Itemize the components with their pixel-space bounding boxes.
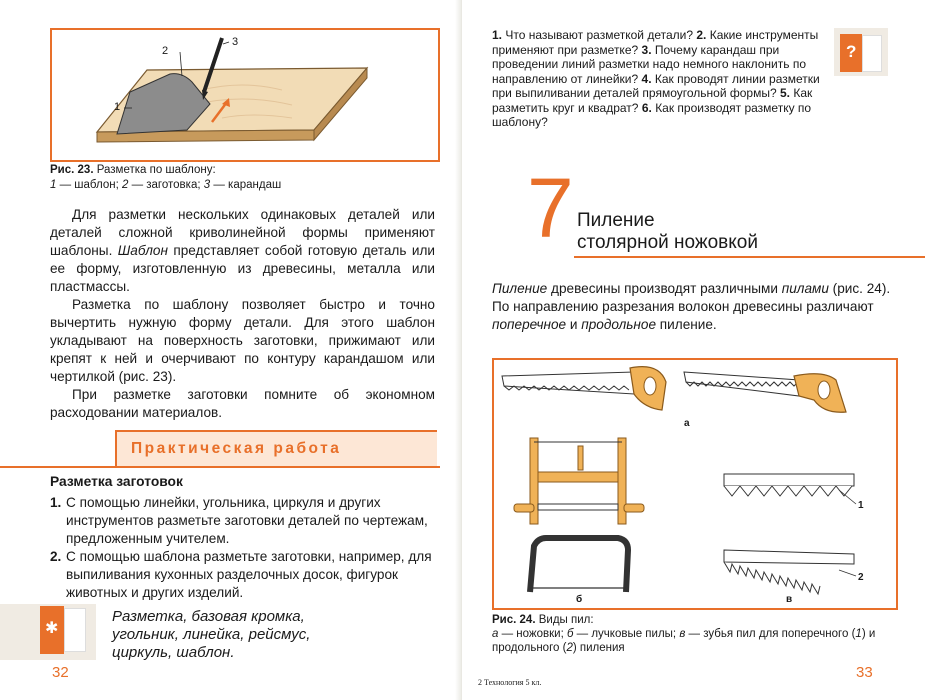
paragraph: При разметке заготовки помните об экономном расходовании материалов. xyxy=(50,387,435,420)
keyword-line: Разметка, базовая кромка, xyxy=(112,608,305,625)
body-text xyxy=(50,206,435,422)
figure-label-2: 2 xyxy=(858,572,864,583)
keyword-line: циркуль, шаблон. xyxy=(112,644,235,661)
intro-paragraph xyxy=(492,280,892,334)
question-text: Что называют разметкой детали? xyxy=(505,28,694,42)
figure-23 xyxy=(50,28,440,162)
star-icon: ✱ xyxy=(45,620,59,637)
callout-2: 2 xyxy=(162,45,169,57)
task-number: 1. xyxy=(50,495,62,510)
term-italic: Пиление xyxy=(492,281,548,296)
task-item xyxy=(50,494,440,548)
caption-num: 2 xyxy=(121,179,129,191)
intro-text: пиление. xyxy=(656,317,717,332)
caption-title: Рис. 24. xyxy=(492,614,536,626)
term-italic: Шаблон xyxy=(117,243,168,258)
left-page xyxy=(0,0,462,700)
task-item xyxy=(50,548,440,602)
question-number: 5. xyxy=(779,86,790,100)
question-text: Почему карандаш при проведении линий разметки надо немного наклонить по направлению от линейки? xyxy=(492,42,806,86)
caption-part: — ножовки; xyxy=(498,628,567,640)
book-icon xyxy=(40,606,64,654)
paragraph-text: представляет собой готовую деталь или ее форму, изготовленную из древесины, металла или пластмассы. xyxy=(50,243,435,294)
figure-23-caption xyxy=(50,163,440,193)
practical-work-banner xyxy=(115,430,437,468)
practical-work-title: Практическая работа xyxy=(131,440,342,457)
caption-num: 3 xyxy=(203,179,211,191)
chapter-title xyxy=(577,210,758,254)
figure-label-1: 1 xyxy=(858,500,864,511)
term-italic: пилами xyxy=(781,281,829,296)
callout-1: 1 xyxy=(114,101,121,113)
divider xyxy=(0,466,440,468)
caption-num: б xyxy=(566,628,574,640)
caption-part: — зубья пил для поперечного ( xyxy=(685,628,856,640)
question-text: Как разметить круг и квадрат? xyxy=(492,86,813,115)
page-number: 32 xyxy=(52,664,69,681)
keyword-line: угольник, линейка, рейсмус, xyxy=(112,626,311,643)
intro-text: и xyxy=(566,317,582,332)
term-italic: продольное xyxy=(581,317,657,332)
intro-text: (рис. 24). По направлению разрезания волокон древесины различают xyxy=(492,281,891,314)
question-number: 1. xyxy=(492,28,503,42)
caption-part: — заготовка; xyxy=(128,179,204,191)
task-title: Разметка заготовок xyxy=(50,474,183,489)
paragraph: Разметка по шаблону позволяет быстро и точно вычертить нужную форму детали. Для этого шаблон укладывают на поверхность заготовки, прижимают или крепят к ней и очерчивают по контуру карандашом или чертилкой (рис. 23). xyxy=(50,297,435,384)
task-text: С помощью линейки, угольника, циркуля и других инструментов разметьте заготовки деталей по чертежам, предложенным учителем. xyxy=(66,495,428,546)
task-text: С помощью шаблона разметьте заготовки, например, для выпиливания кухонных разделочных досок, фигурок животных и других изделий. xyxy=(66,549,432,600)
figure-label-a: а xyxy=(684,418,690,429)
question-number: 4. xyxy=(641,71,652,86)
signature-mark: 2 Технология 5 кл. xyxy=(478,678,542,687)
chapter-title-line: столярной ножовкой xyxy=(577,232,758,253)
figure-24-caption xyxy=(492,613,892,655)
caption-part: — карандаш xyxy=(210,179,282,191)
task-number: 2. xyxy=(50,549,62,564)
figure-24 xyxy=(492,358,898,610)
question-number: 3. xyxy=(641,42,652,57)
caption-num: 1 xyxy=(50,179,57,191)
term-italic: поперечное xyxy=(492,317,567,332)
intro-text: древесины производят различными xyxy=(547,281,782,296)
caption-text: Виды пил: xyxy=(538,614,594,626)
saw-types-illustration xyxy=(494,360,896,608)
chapter-divider xyxy=(574,256,925,258)
caption-title: Рис. 23. xyxy=(50,164,94,176)
keywords xyxy=(112,608,310,662)
caption-part: ) и продольного ( xyxy=(492,628,876,654)
callout-3: 3 xyxy=(232,36,239,48)
caption-part: ) пиления xyxy=(572,642,625,654)
right-page xyxy=(462,0,925,700)
caption-part: — лучковые пилы; xyxy=(573,628,680,640)
caption-part: — шаблон; xyxy=(56,179,122,191)
question-number: 2. xyxy=(696,28,707,42)
caption-num: 2 xyxy=(566,642,573,654)
caption-text: Разметка по шаблону: xyxy=(96,164,216,176)
question-icon xyxy=(840,34,862,72)
chapter-number: 7 xyxy=(527,161,574,255)
paragraph xyxy=(50,206,435,296)
page-number: 33 xyxy=(856,664,873,681)
chapter-title-line: Пиление xyxy=(577,210,655,231)
task-list xyxy=(50,494,440,602)
template-marking-illustration xyxy=(52,30,438,160)
caption-num: в xyxy=(679,628,686,640)
question-text: Какие инструменты применяют при разметке? xyxy=(492,28,819,57)
caption-num: 1 xyxy=(855,628,862,640)
figure-label-v: в xyxy=(786,594,793,605)
paragraph-text: Для разметки нескольких одинаковых деталей или деталей сложной криволинейной формы применяют шаблоны. xyxy=(50,207,435,258)
question-mark: ? xyxy=(846,42,857,61)
caption-num: а xyxy=(492,628,499,640)
question-number: 6. xyxy=(641,100,652,115)
review-questions xyxy=(492,28,822,130)
question-text: Как проводят линии разметки при выпиливании деталей прямоугольной формы? xyxy=(492,71,820,100)
question-text: Как производят разметку по шаблону? xyxy=(492,100,812,129)
figure-label-b: б xyxy=(576,594,583,605)
